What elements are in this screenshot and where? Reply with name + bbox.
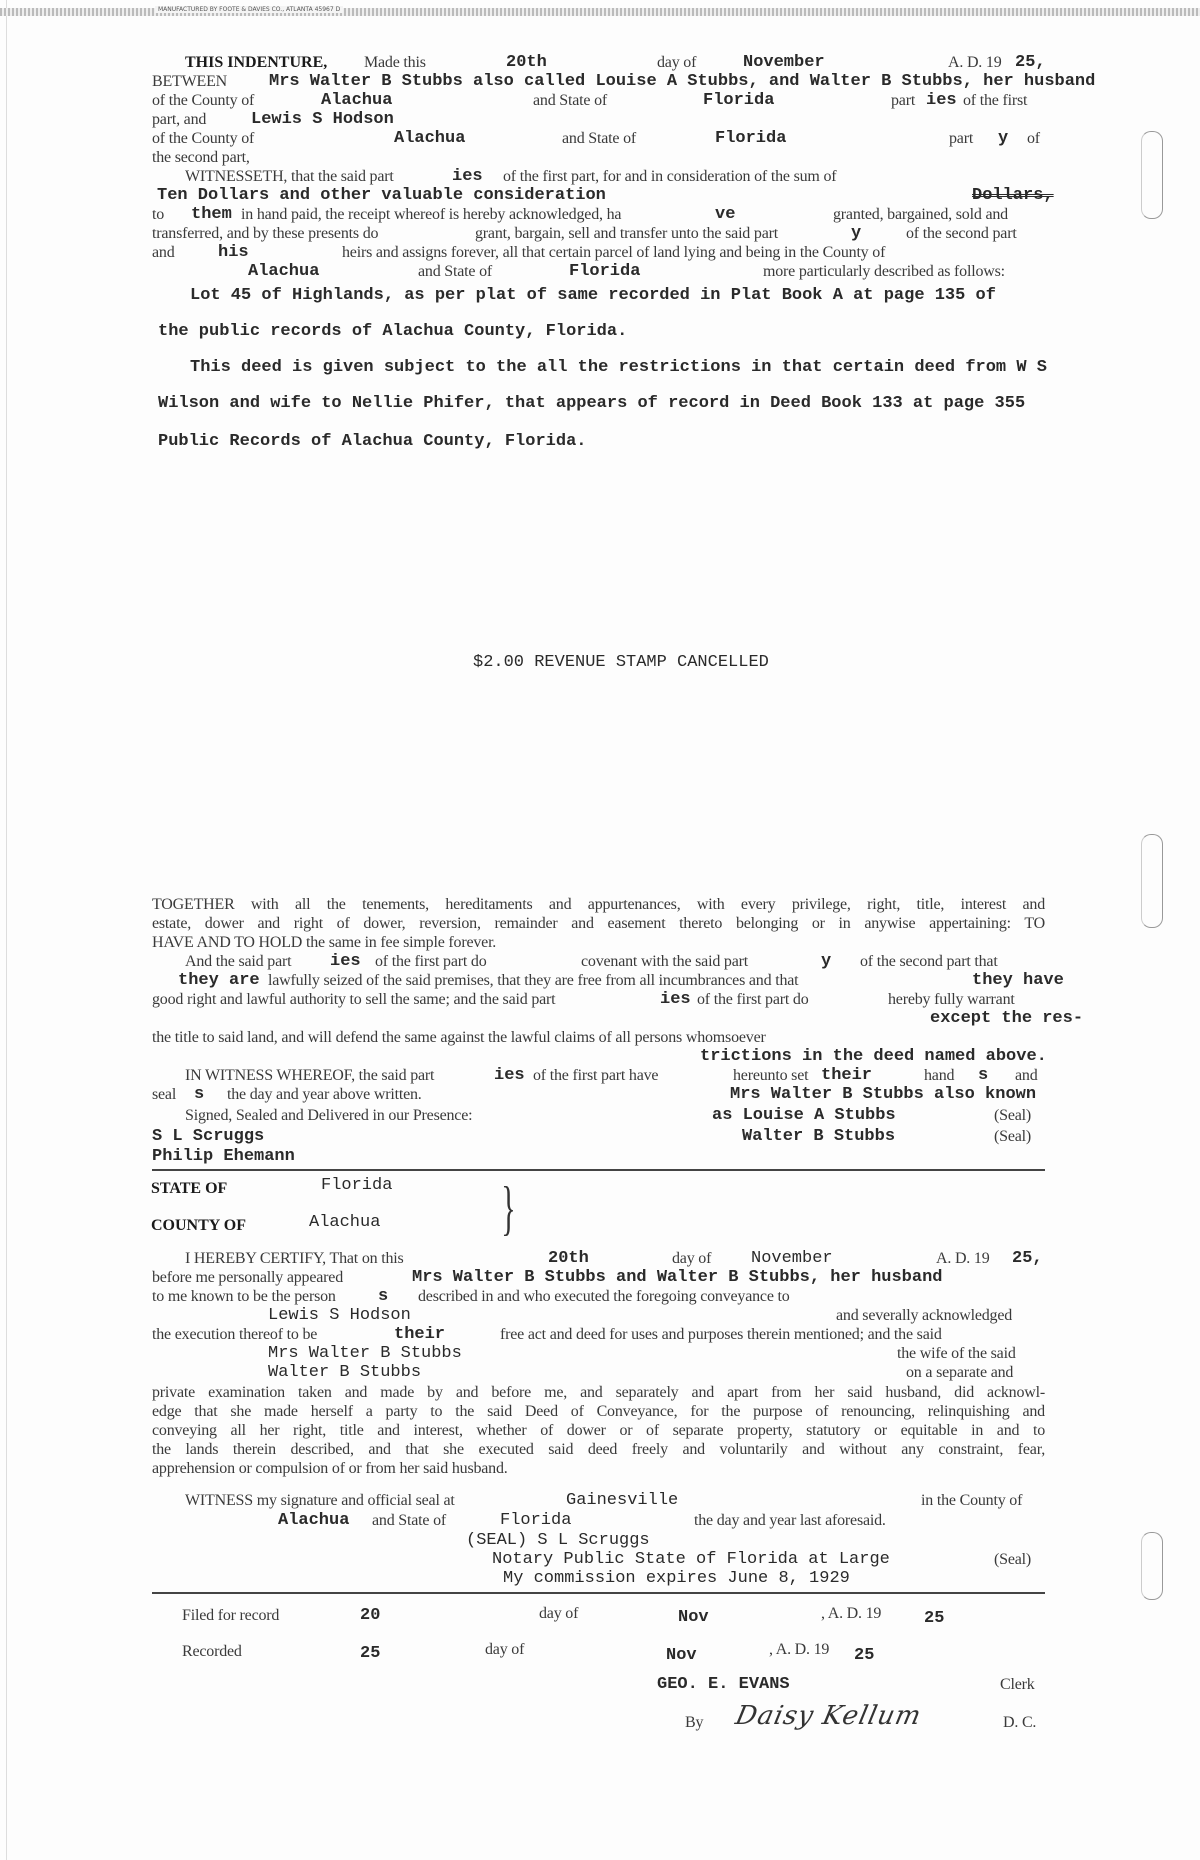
fill-in: his bbox=[218, 243, 249, 262]
label: the second part, bbox=[152, 149, 250, 166]
witness-signature: S L Scruggs bbox=[152, 1127, 265, 1146]
clerk-name: GEO. E. EVANS bbox=[657, 1675, 790, 1694]
suffix: ies bbox=[926, 91, 957, 110]
divider bbox=[152, 1592, 1045, 1594]
land-county: Alachua bbox=[248, 262, 320, 281]
fill-in: them bbox=[191, 205, 232, 224]
label: covenant with the said part bbox=[581, 953, 748, 970]
exam-line: the lands therein described, and that she executed said deed freely and voluntarily and without any constraint, fear, bbox=[152, 1441, 1045, 1458]
label: and State of bbox=[418, 263, 493, 280]
label: hereunto set bbox=[733, 1067, 809, 1084]
label: STATE OF bbox=[151, 1180, 228, 1197]
binder-hole-mark bbox=[1141, 834, 1163, 928]
seal-label: (Seal) bbox=[994, 1107, 1032, 1124]
brace-icon: } bbox=[501, 1175, 516, 1241]
description-line: Lot 45 of Highlands, as per plat of same recorded in Plat Book A at page 135 of bbox=[190, 286, 996, 305]
label: of the County of bbox=[152, 92, 255, 109]
label: WITNESS my signature and official seal at bbox=[185, 1492, 455, 1509]
label: to me known to be the person bbox=[152, 1288, 336, 1305]
grantor-signature: Walter B Stubbs bbox=[742, 1127, 896, 1146]
fill-in: they are bbox=[178, 971, 260, 990]
filed-day: 20 bbox=[360, 1606, 381, 1625]
label: heirs and assigns forever, all that certain parcel of land lying and being in the County of bbox=[342, 244, 886, 261]
label: in the County of bbox=[921, 1492, 1023, 1509]
dollars-struck: Dollars, bbox=[972, 186, 1054, 205]
label: Recorded bbox=[182, 1643, 242, 1660]
label: COUNTY OF bbox=[151, 1217, 246, 1234]
label: of the first bbox=[963, 92, 1028, 109]
label: Made this bbox=[364, 54, 426, 71]
label: free act and deed for uses and purposes therein mentioned; and the said bbox=[500, 1326, 942, 1343]
label: Signed, Sealed and Delivered in our Presence: bbox=[185, 1107, 473, 1124]
filed-month: Nov bbox=[678, 1608, 709, 1627]
notary-place: Gainesville bbox=[566, 1491, 679, 1510]
exam-line: private examination taken and made by and before me, and separately and apart from her said husband, did acknowl- bbox=[152, 1384, 1045, 1401]
label: I HEREBY CERTIFY, That on this bbox=[185, 1250, 404, 1267]
label: in hand paid, the receipt whereof is hereby acknowledged, ha bbox=[241, 206, 622, 223]
label: and severally acknowledged bbox=[836, 1307, 1013, 1324]
label: , A. D. 19 bbox=[821, 1605, 882, 1622]
label: lawfully seized of the said premises, that they are free from all incumbrances and that bbox=[268, 972, 799, 989]
label: BETWEEN bbox=[152, 73, 228, 90]
seal-label: (Seal) bbox=[994, 1551, 1032, 1568]
ack-state: Florida bbox=[321, 1176, 393, 1195]
exam-line: apprehension or compulsion of or from her said husband. bbox=[152, 1460, 508, 1477]
ack-day: 20th bbox=[548, 1249, 589, 1268]
label: D. C. bbox=[1003, 1714, 1037, 1731]
label: on a separate and bbox=[906, 1364, 1014, 1381]
suffix: ies bbox=[452, 167, 483, 186]
label: WITNESSETH, that the said part bbox=[185, 168, 394, 185]
label: the title to said land, and will defend the same against the lawful claims of all persons whomsoever bbox=[152, 1029, 766, 1046]
exam-line: edge that she made herself a party to the said Deed of Conveyance, for the purpose of renouncing, relinquishing and bbox=[152, 1403, 1045, 1420]
label: day of bbox=[485, 1641, 525, 1658]
suffix: ies bbox=[330, 952, 361, 971]
label: more particularly described as follows: bbox=[763, 263, 1005, 280]
label: part bbox=[891, 92, 916, 109]
deed-month: November bbox=[743, 53, 825, 72]
label: grant, bargain, sell and transfer unto the said part bbox=[475, 225, 778, 242]
label: the day and year last aforesaid. bbox=[694, 1512, 886, 1529]
label: day of bbox=[539, 1605, 579, 1622]
label: of the County of bbox=[152, 130, 255, 147]
divider bbox=[152, 1169, 1045, 1171]
label: By bbox=[685, 1714, 704, 1731]
label: A. D. 19 bbox=[936, 1250, 990, 1267]
recorded-year: 25 bbox=[854, 1646, 875, 1665]
label: of the first part do bbox=[697, 991, 809, 1008]
label: part bbox=[949, 130, 974, 147]
label: the wife of the said bbox=[897, 1345, 1016, 1362]
grantor-county: Alachua bbox=[321, 91, 393, 110]
land-state: Florida bbox=[569, 262, 641, 281]
covenant-line: TOGETHER with all the tenements, hereditaments and appurtenances, with every privilege, right, title, interest and bbox=[152, 896, 1045, 913]
notary-state: Florida bbox=[500, 1511, 572, 1530]
description-line: This deed is given subject to the all the restrictions in that certain deed from W S bbox=[190, 358, 1047, 377]
label: And the said part bbox=[185, 953, 292, 970]
deed-day: 20th bbox=[506, 53, 547, 72]
consideration: Ten Dollars and other valuable consideration bbox=[157, 186, 606, 205]
deed-year: 25, bbox=[1015, 53, 1046, 72]
suffix: s bbox=[378, 1287, 389, 1306]
label: A. D. 19 bbox=[948, 54, 1002, 71]
fill-in: except the res- bbox=[930, 1009, 1084, 1028]
revenue-stamp-note: $2.00 REVENUE STAMP CANCELLED bbox=[473, 653, 769, 672]
binder-hole-mark bbox=[1141, 1532, 1163, 1600]
label: of the second part bbox=[906, 225, 1017, 242]
indenture-heading: THIS INDENTURE, bbox=[185, 54, 328, 71]
wife-name: Mrs Walter B Stubbs bbox=[268, 1344, 462, 1363]
manufacturer-line: MANUFACTURED BY FOOTE & DAVIES CO., ATLANTA 45967 D bbox=[155, 6, 343, 13]
recorded-month: Nov bbox=[666, 1646, 697, 1665]
label: granted, bargained, sold and bbox=[833, 206, 1008, 223]
description-line: Public Records of Alachua County, Florida. bbox=[158, 432, 587, 451]
label: transferred, and by these presents do bbox=[152, 225, 379, 242]
label: seal bbox=[152, 1086, 177, 1103]
exam-line: conveying all her right, title and interest, whether of dower or of separate property, statutory or equitable in and to bbox=[152, 1422, 1045, 1439]
filed-year: 25 bbox=[924, 1609, 945, 1628]
grantor-signature: as Louise A Stubbs bbox=[712, 1106, 896, 1125]
label: of bbox=[1027, 130, 1040, 147]
label: hand bbox=[924, 1067, 955, 1084]
ack-year: 25, bbox=[1012, 1249, 1043, 1268]
suffix: ies bbox=[660, 990, 691, 1009]
label: the day and year above written. bbox=[227, 1086, 422, 1103]
deputy-clerk-signature: Daisy Kellum bbox=[732, 1701, 925, 1731]
grantors: Mrs Walter B Stubbs also called Louise A Stubbs, and Walter B Stubbs, her husband bbox=[269, 72, 1096, 91]
suffix: s bbox=[194, 1085, 205, 1104]
grantor-signature: Mrs Walter B Stubbs also known bbox=[730, 1085, 1037, 1104]
covenant-line: HAVE AND TO HOLD the same in fee simple forever. bbox=[152, 934, 497, 951]
seal-label: (Seal) bbox=[994, 1128, 1032, 1145]
suffix: y bbox=[998, 129, 1009, 148]
description-line: Wilson and wife to Nellie Phifer, that appears of record in Deed Book 133 at page 355 bbox=[158, 394, 1026, 413]
label: of the first part have bbox=[533, 1067, 659, 1084]
page-edge bbox=[6, 0, 7, 1860]
label: described in and who executed the foregoing conveyance to bbox=[418, 1288, 790, 1305]
label: of the first part, for and in consideration of the sum of bbox=[503, 168, 837, 185]
suffix: ies bbox=[494, 1066, 525, 1085]
label: and State of bbox=[372, 1512, 447, 1529]
suffix: y bbox=[851, 224, 862, 243]
ack-grantee: Lewis S Hodson bbox=[268, 1306, 411, 1325]
fill-in: their bbox=[394, 1325, 446, 1344]
fill-in: trictions in the deed named above. bbox=[700, 1047, 1047, 1066]
label: and bbox=[1015, 1067, 1038, 1084]
grantee-county: Alachua bbox=[394, 129, 466, 148]
suffix: y bbox=[821, 952, 832, 971]
witness-signature: Philip Ehemann bbox=[152, 1147, 295, 1166]
grantor-state: Florida bbox=[703, 91, 775, 110]
covenant-line: estate, dower and right of dower, reversion, remainder and easement thereto belonging or in anywise appertaining: TO bbox=[152, 915, 1045, 932]
notary-county: Alachua bbox=[278, 1511, 350, 1530]
notary-signature: (SEAL) S L Scruggs bbox=[466, 1531, 650, 1550]
label: before me personally appeared bbox=[152, 1269, 343, 1286]
label: of the first part do bbox=[375, 953, 487, 970]
label: and State of bbox=[533, 92, 608, 109]
label: the execution thereof to be bbox=[152, 1326, 318, 1343]
ack-month: November bbox=[751, 1249, 833, 1268]
label: hereby fully warrant bbox=[888, 991, 1015, 1008]
label: IN WITNESS WHEREOF, the said part bbox=[185, 1067, 435, 1084]
grantee-state: Florida bbox=[715, 129, 787, 148]
label: and State of bbox=[562, 130, 637, 147]
label: , A. D. 19 bbox=[769, 1641, 830, 1658]
suffix: s bbox=[978, 1066, 989, 1085]
recorded-day: 25 bbox=[360, 1644, 381, 1663]
appeared-names: Mrs Walter B Stubbs and Walter B Stubbs, her husband bbox=[412, 1268, 943, 1287]
label: good right and lawful authority to sell the same; and the said part bbox=[152, 991, 556, 1008]
binder-hole-mark bbox=[1141, 131, 1163, 219]
husband-name: Walter B Stubbs bbox=[268, 1363, 422, 1382]
description-line: the public records of Alachua County, Florida. bbox=[158, 322, 628, 341]
label: to bbox=[152, 206, 165, 223]
label: Filed for record bbox=[182, 1607, 280, 1624]
label: Clerk bbox=[1000, 1676, 1035, 1693]
suffix: ve bbox=[715, 205, 736, 224]
label: part, and bbox=[152, 111, 207, 128]
label: day of bbox=[672, 1250, 712, 1267]
notary-title: Notary Public State of Florida at Large bbox=[492, 1550, 890, 1569]
label: of the second part that bbox=[860, 953, 998, 970]
fill-in: they have bbox=[972, 971, 1064, 990]
ack-county: Alachua bbox=[309, 1213, 381, 1232]
fill-in: their bbox=[821, 1066, 873, 1085]
label: day of bbox=[657, 54, 697, 71]
commission-expiry: My commission expires June 8, 1929 bbox=[503, 1569, 850, 1588]
grantee: Lewis S Hodson bbox=[251, 110, 394, 129]
label: and bbox=[152, 244, 175, 261]
